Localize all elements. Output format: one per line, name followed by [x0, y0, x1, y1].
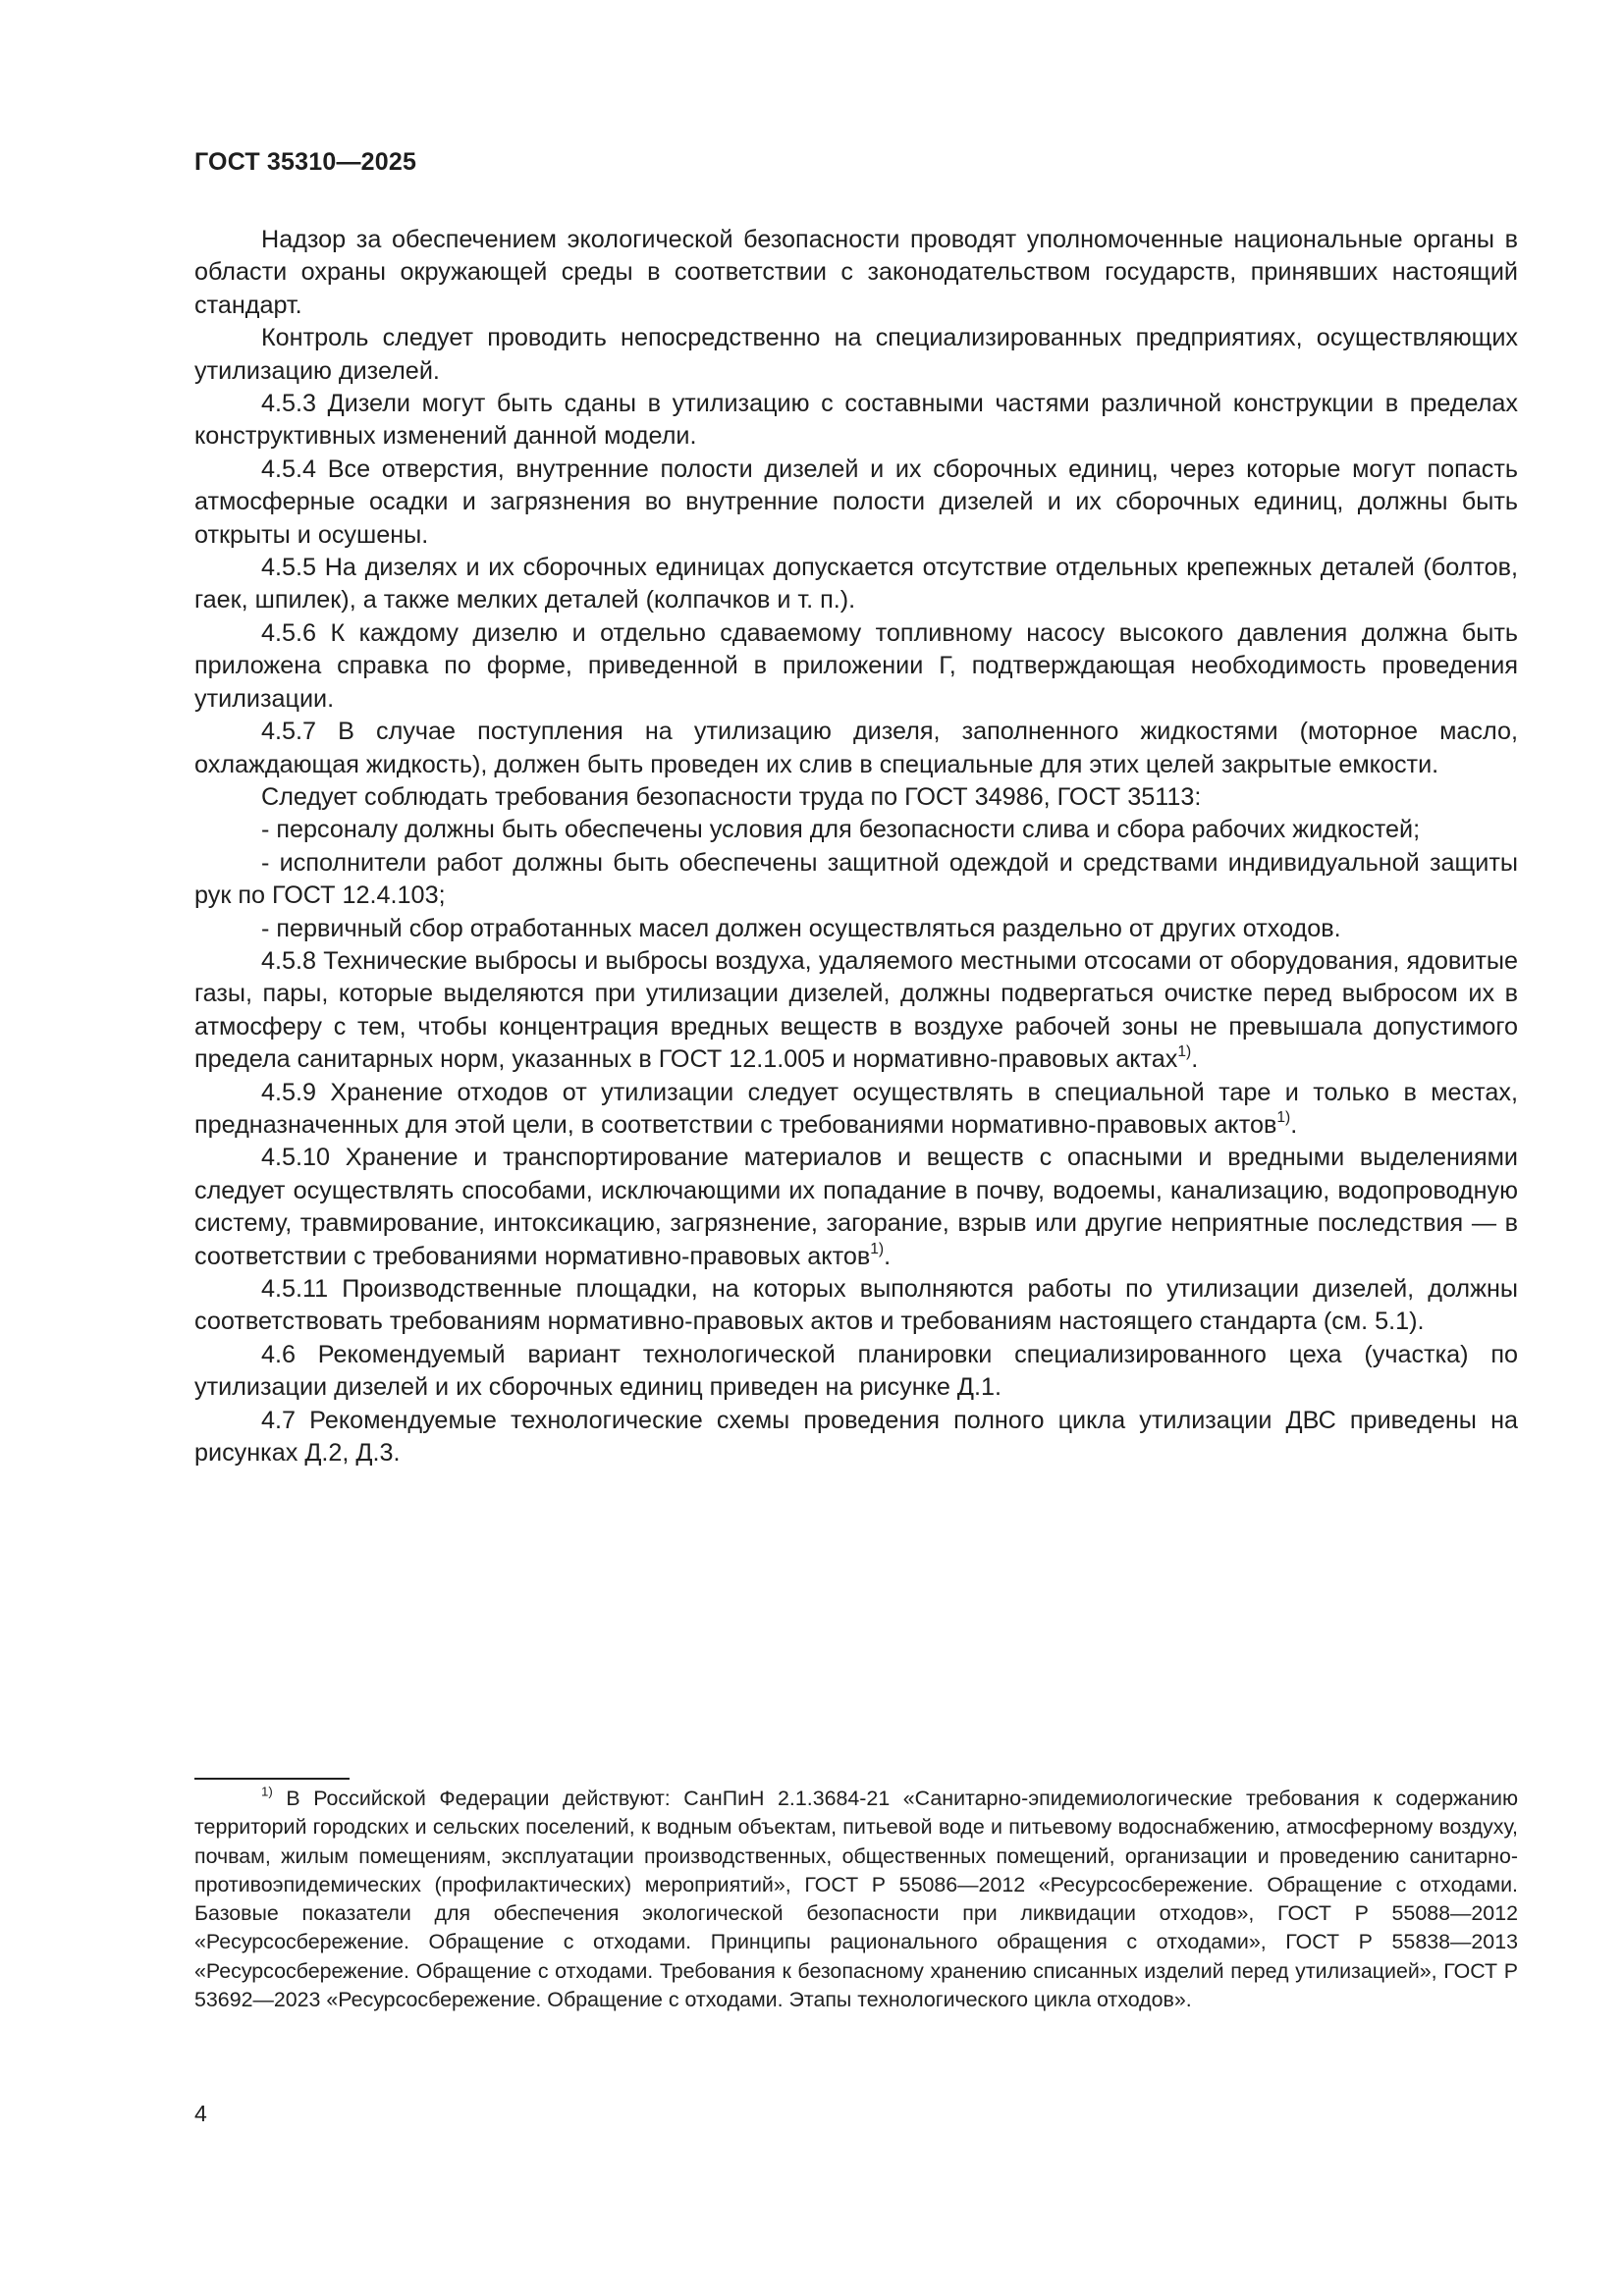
paragraph-4-5-8 [194, 945, 1518, 1077]
paragraph-4-5-3: 4.5.3 Дизели могут быть сданы в утилизацию с составными частями различной конструкции в пределах конструктивных изменений данной модели. [194, 390, 1518, 451]
footnote-divider [194, 1778, 350, 1780]
paragraph-4-7: 4.7 Рекомендуемые технологические схемы проведения полного цикла утилизации ДВС приведены на рисунках Д.2, Д.3. [194, 1406, 1518, 1468]
list-item: - первичный сбор отработанных масел должен осуществляться раздельно от других отходов. [261, 914, 1341, 942]
paragraph-text: 4.5.10 Хранение и транспортирование материалов и веществ с опасными и вредными выделениями следует осуществлять способами, исключающими их попадание в почву, водоемы, канализацию, водопроводную систему, травмирование, интоксикацию, загрязнение, загорание, взрыв или другие неприятные последствия — в соответствии с требованиями нормативно-правовых актов [194, 1144, 1518, 1270]
paragraph-4-5-7: 4.5.7 В случае поступления на утилизацию дизеля, заполненного жидкостями (моторное масло, охлаждающая жидкость), должен быть проведен их слив в специальные для этих целей закрытые емкости. [194, 718, 1518, 778]
paragraph-4-6: 4.6 Рекомендуемый вариант технологической планировки специализированного цеха (участка) по утилизации дизелей и их сборочных единиц приведен на рисунке Д.1. [194, 1340, 1518, 1402]
sentence-end: . [1191, 1045, 1199, 1074]
list-item: - исполнители работ должны быть обеспечены защитной одеждой и средствами индивидуальной защиты рук по ГОСТ 12.4.103; [194, 848, 1518, 910]
list-item: - персоналу должны быть обеспечены условия для безопасности слива и сбора рабочих жидкостей; [261, 816, 1421, 844]
footnote-reference: 1) [870, 1240, 885, 1257]
body-text [194, 224, 1518, 1469]
paragraph-4-5-11: 4.5.11 Производственные площадки, на которых выполняются работы по утилизации дизелей, должны соответствовать требованиям нормативно-правовых актов и требованиям настоящего стандарта (см. 5.1). [194, 1275, 1518, 1336]
paragraph-4-5-5: 4.5.5 На дизелях и их сборочных единицах допускается отсутствие отдельных крепежных деталей (болтов, гаек, шпилек), а также мелких деталей (колпачков и т. п.). [194, 554, 1518, 614]
page-number: 4 [194, 2101, 207, 2126]
paragraph-4-5-6: 4.5.6 К каждому дизелю и отдельно сдаваемому топливному насосу высокого давления должна быть приложена справка по форме, приведенной в приложении Г, подтверждающая необходимость проведения утилизации. [194, 618, 1518, 713]
paragraph-text: 4.5.9 Хранение отходов от утилизации следует осуществлять в специальной таре и только в местах, предназначенных для этой цели, в соответствии с требованиями нормативно-правовых актов [194, 1078, 1518, 1139]
paragraph-4-5-4: 4.5.4 Все отверстия, внутренние полости дизелей и их сборочных единиц, через которые могут попасть атмосферные осадки и загрязнения во внутренние полости дизелей и их сборочных единиц, должны быть открыты и осушены. [194, 454, 1518, 549]
document-header: ГОСТ 35310—2025 [194, 148, 417, 176]
footnote-reference: 1) [1177, 1042, 1192, 1060]
paragraph-4-5-10 [194, 1142, 1518, 1273]
paragraph: Надзор за обеспечением экологической безопасности проводят уполномоченные национальные органы в области охраны окружающей среды в соответствии с законодательством государств, принявших настоящий стандарт. [194, 226, 1518, 319]
paragraph: Контроль следует проводить непосредственно на специализированных предприятиях, осуществляющих утилизацию дизелей. [194, 324, 1518, 385]
footnote-text: В Российской Федерации действуют: СанПиН 2.1.3684-21 «Санитарно-эпидемиологические требования к содержанию территорий городских и сельских поселений, к водным объектам, питьевой воде и питьевому водоснабжению, атмосферному воздуху, почвам, жилым помещениям, эксплуатации производственных, общественных помещений, организации и проведению санитарно-противоэпидемических (профилактических) мероприятий», ГОСТ Р 55086—2012 «Ресурсосбережение. Обращение с отходами. Базовые показатели для обеспечения экологической безопасности при ликвидации отходов», ГОСТ Р 55088—2012 «Ресурсосбережение. Обращение с отходами. Принципы рационального обращения с отходами», ГОСТ Р 55838—2013 «Ресурсосбережение. Обращение с отходами. Требования к безопасному хранению списанных изделий перед утилизацией», ГОСТ Р 53692—2023 «Ресурсосбережение. Обращение с отходами. Этапы технологического цикла отходов». [194, 1787, 1518, 2012]
sentence-end: . [1290, 1110, 1298, 1139]
paragraph-text: 4.5.8 Технические выбросы и выбросы воздуха, удаляемого местными отсосами от оборудования, ядовитые газы, пары, которые выделяются при утилизации дизелей, должны подвергаться очистке перед выбросом их в атмосферу с тем, чтобы концентрация вредных веществ в воздухе рабочей зоны не превышала допустимого предела санитарных норм, указанных в ГОСТ 12.1.005 и нормативно-правовых актах [194, 946, 1518, 1074]
footnote [194, 1785, 1518, 2014]
sentence-end: . [884, 1242, 892, 1270]
footnote-reference: 1) [1276, 1108, 1291, 1126]
footnote-mark: 1) [261, 1784, 273, 1799]
paragraph: Следует соблюдать требования безопасности труда по ГОСТ 34986, ГОСТ 35113: [261, 782, 1202, 811]
paragraph-4-5-9 [194, 1077, 1518, 1143]
